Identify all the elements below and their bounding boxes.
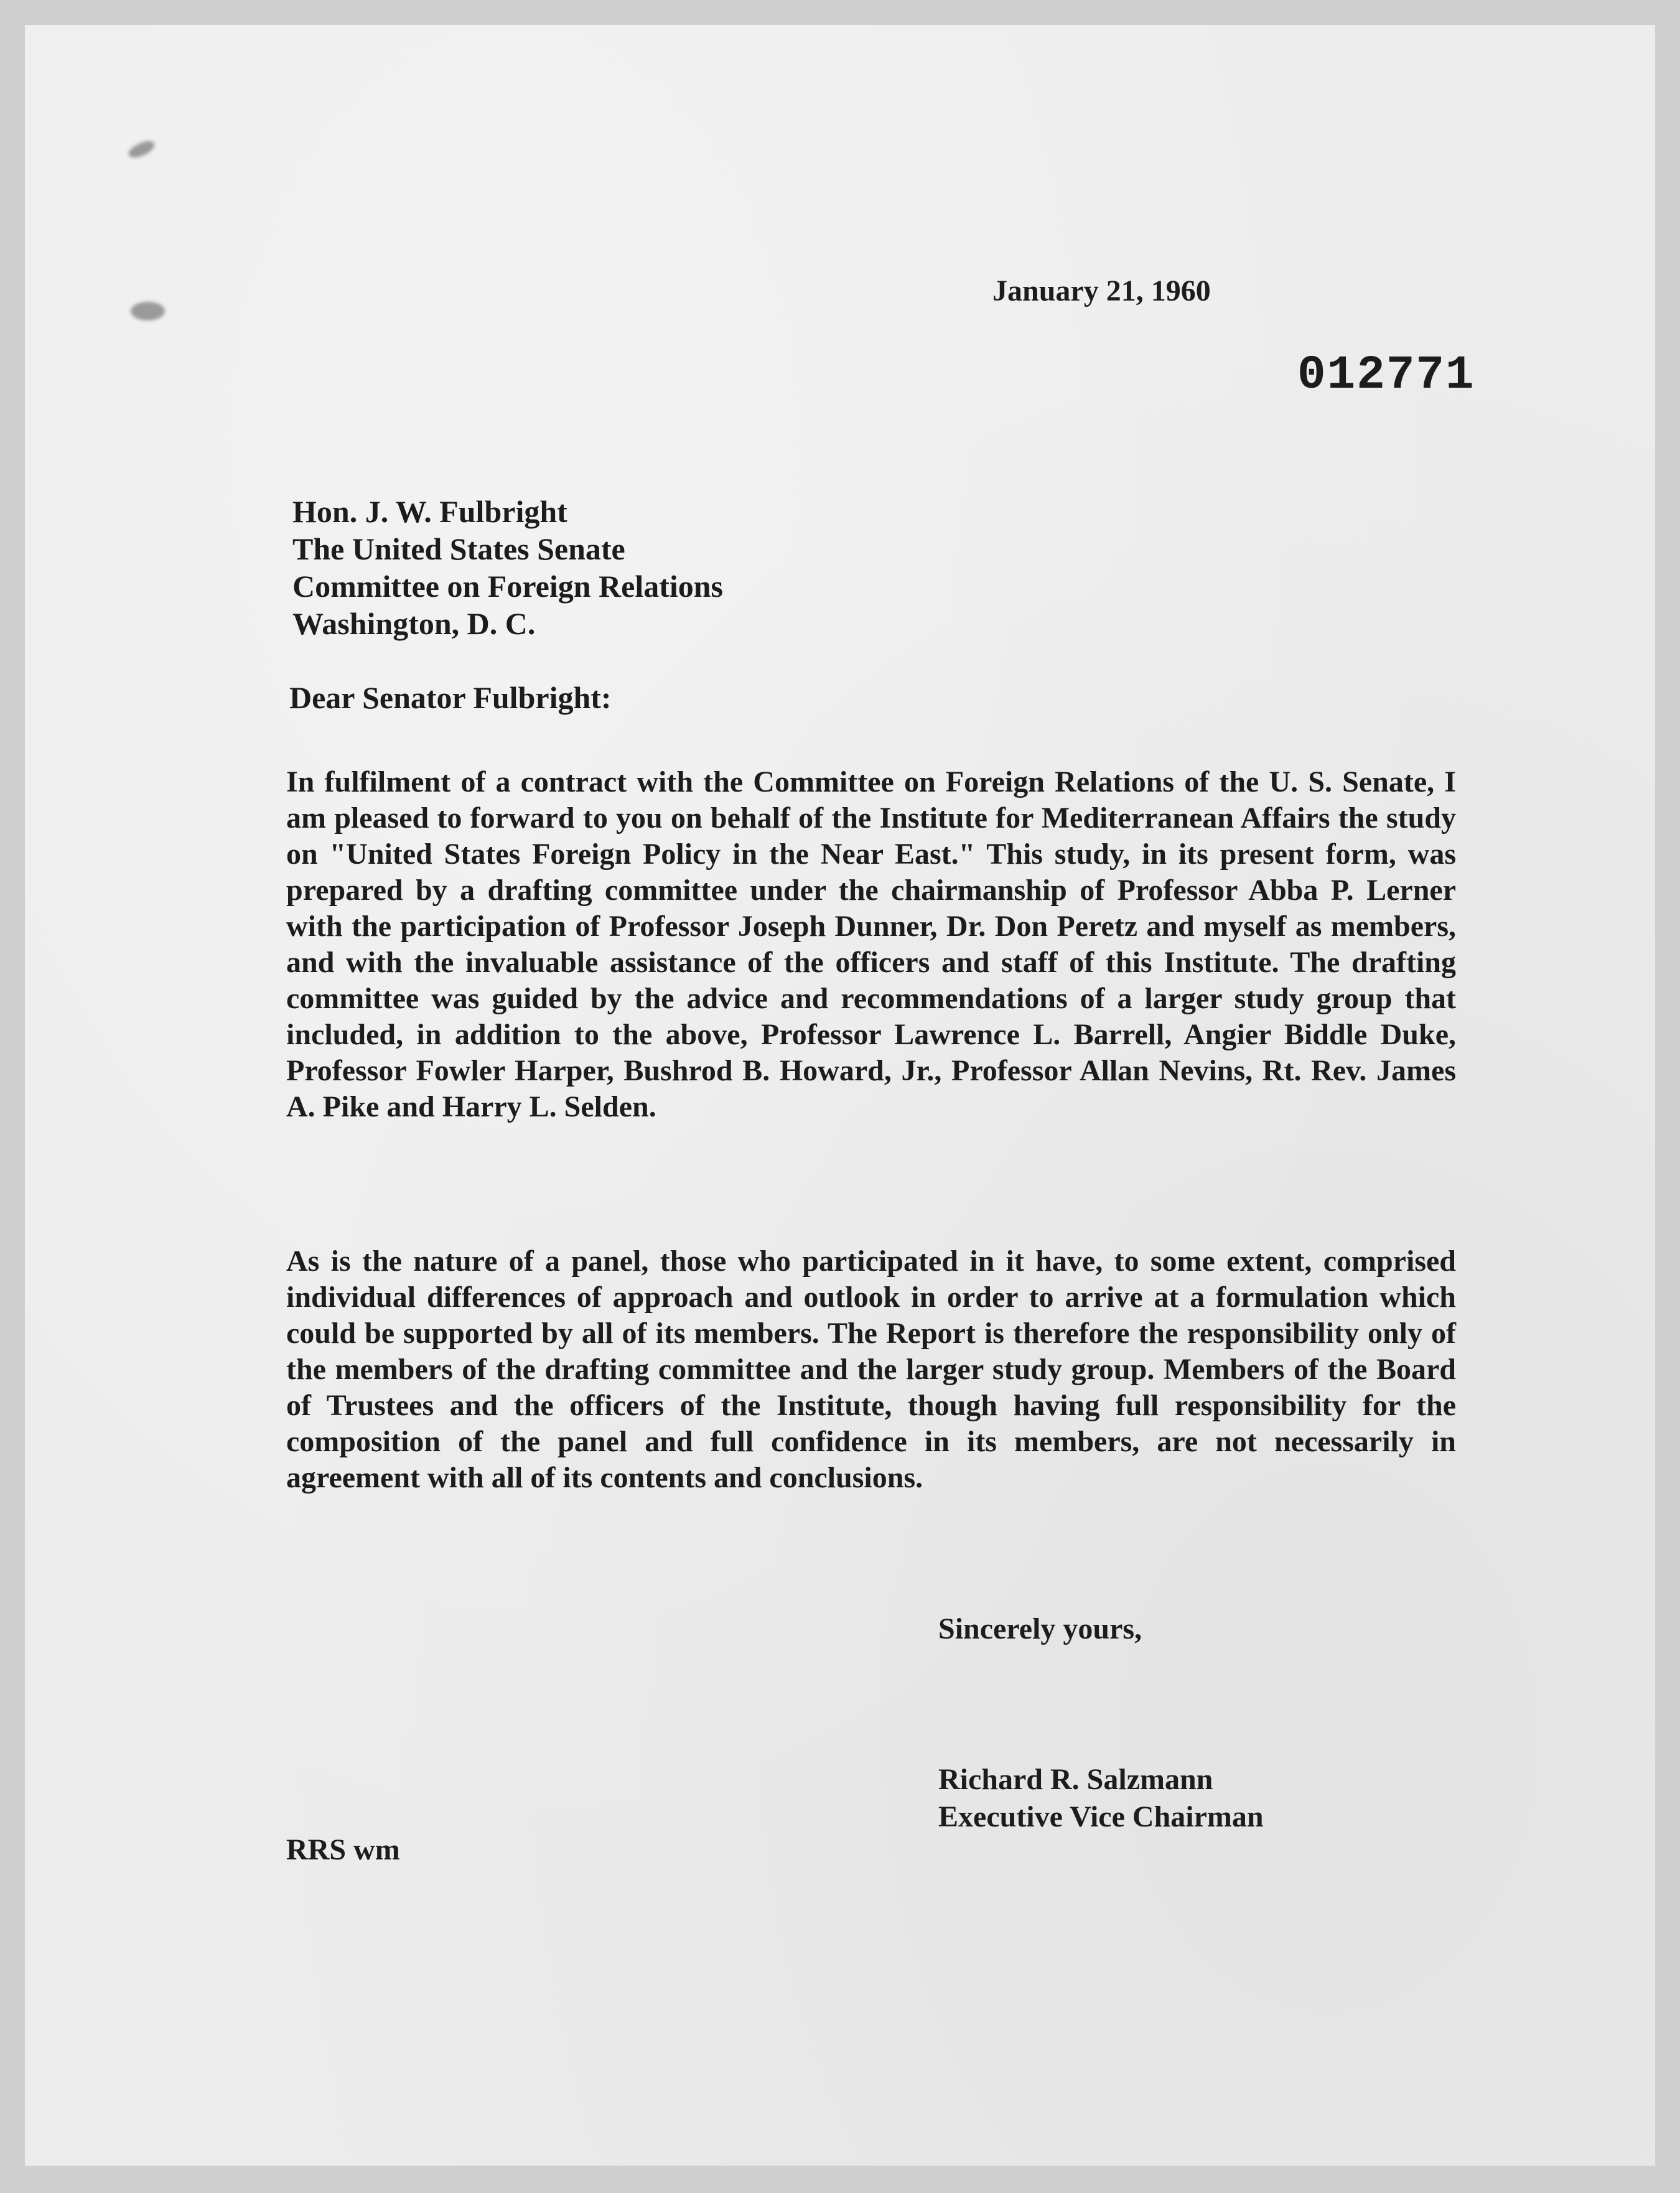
body-paragraph-2: As is the nature of a panel, those who participated in it have, to some extent, comprised individual differences of approach and outlook in order to arrive at a formulation which could be supported by all of its members. The Report is therefore the responsibility only of the members of the drafting committee and the larger study group. Members of the Board of Trustees and the officers of the Institute, though having full responsibility for the composition of the panel and full confidence in its members, are not necessarily in agreement with all of its contents and conclusions. [286,1245,1456,1494]
document-number: 012771 [1297,348,1475,402]
recipient-city: Washington, D. C. [292,606,536,641]
ink-smudge [126,138,157,161]
recipient-name: Hon. J. W. Fulbright [292,494,567,529]
letter-date: January 21, 1960 [992,274,1211,307]
ink-smudge [131,302,165,320]
recipient-committee: Committee on Foreign Relations [292,569,724,604]
signer-name: Richard R. Salzmann [938,1763,1213,1796]
recipient-address-block [292,493,723,642]
complimentary-closing: Sincerely yours, [938,1612,1142,1645]
reference-initials: RRS wm [286,1833,400,1866]
salutation: Dear Senator Fulbright: [289,680,612,715]
letter-page [25,25,1655,2166]
body-paragraph-1: In fulfilment of a contract with the Committee on Foreign Relations of the U. S. Senate, I am pleased to forward to you on behalf of the Institute for Mediterranean Affairs the study on "United States Foreign Policy in the Near East." This study, in its present form, was prepared by a drafting committee under the chairmanship of Professor Abba P. Lerner with the participation of Professor Joseph Dunner, Dr. Don Peretz and myself as members, and with the invaluable assistance of the officers and staff of this Institute. The drafting committee was guided by the advice and recommendations of a larger study group that included, in addition to the above, Professor Lawrence L. Barrell, Angier Biddle Duke, Professor Fowler Harper, Bushrod B. Howard, Jr., Professor Allan Nevins, Rt. Rev. James A. Pike and Harry L. Selden. [286,765,1456,1123]
signature-block [938,1761,1264,1836]
signer-title: Executive Vice Chairman [938,1800,1264,1833]
recipient-organization: The United States Senate [292,531,625,566]
